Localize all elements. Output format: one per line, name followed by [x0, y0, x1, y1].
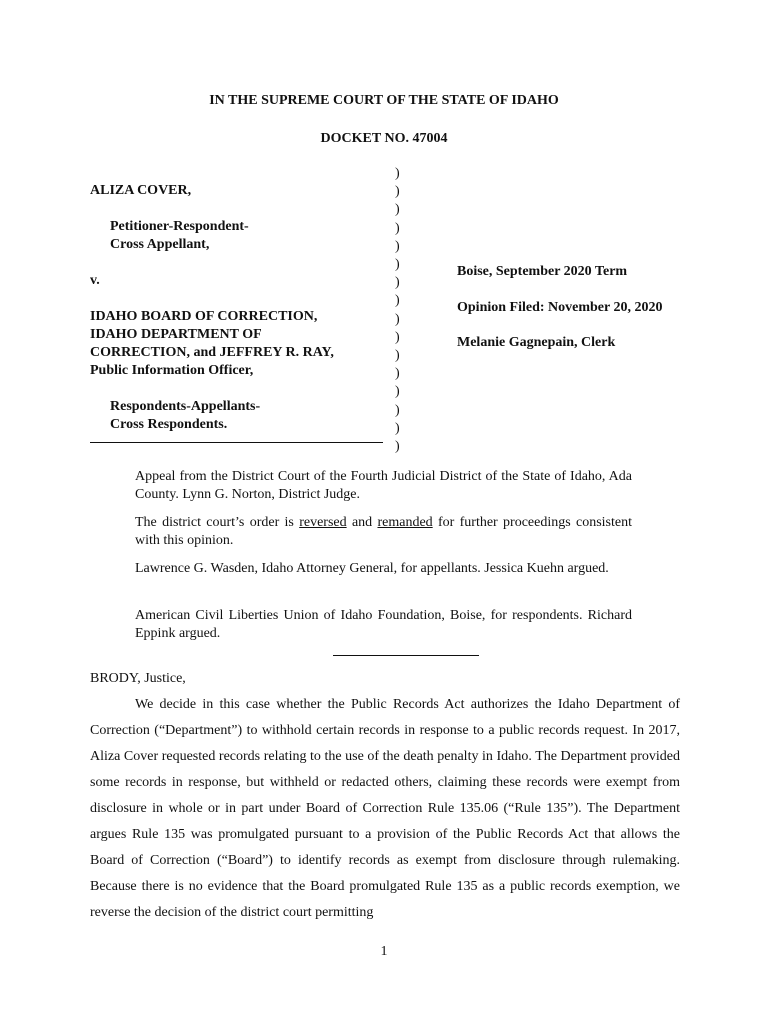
respondents-counsel-text: American Civil Liberties Union of Idaho Foundation, Boise, for respondents. Richard Eppink argued. [135, 608, 632, 641]
court-term: Boise, September 2020 Term [457, 264, 628, 279]
court-title: IN THE SUPREME COURT OF THE STATE OF IDAHO [209, 93, 559, 108]
appeal-source [135, 468, 632, 504]
petitioner-role-line-1: Petitioner-Respondent- [110, 219, 249, 234]
disposition-and: and [346, 515, 378, 530]
respondent-line-1: IDAHO BOARD OF CORRECTION, [90, 309, 318, 324]
opinion-body [90, 692, 680, 926]
appeal-text: Appeal from the District Court of the Fourth Judicial District of the State of Idaho, Ada County. Lynn G. Norton, District Judge. [135, 469, 632, 502]
respondent-role-line-2: Cross Respondents. [110, 417, 228, 432]
section-divider [333, 655, 479, 656]
petitioner-name: ALIZA COVER, [90, 183, 192, 198]
disposition-text [135, 514, 632, 550]
respondent-line-4: Public Information Officer, [90, 363, 254, 378]
disposition-prefix: The district court’s order is [135, 515, 300, 530]
respondents-counsel [135, 607, 632, 643]
docket-number: DOCKET NO. 47004 [320, 131, 448, 146]
respondent-line-3: CORRECTION, and JEFFREY R. RAY, [90, 345, 334, 360]
disposition-suffix: for further proceedings consistent with this opinion. [135, 515, 632, 548]
appellants-counsel [135, 560, 632, 578]
versus: v. [90, 273, 100, 288]
opinion-filed-date: Opinion Filed: November 20, 2020 [457, 300, 663, 315]
opinion-author: BRODY, Justice, [90, 671, 186, 686]
caption-divider [90, 442, 383, 443]
appellants-counsel-text: Lawrence G. Wasden, Idaho Attorney General, for appellants. Jessica Kuehn argued. [135, 561, 609, 576]
reversed-term: reversed [299, 515, 347, 530]
caption-parenthesis-column: ) ) ) ) ) ) ) ) ) ) ) ) ) ) ) ) [395, 166, 400, 455]
petitioner-role-line-2: Cross Appellant, [110, 237, 210, 252]
remanded-term: remanded [377, 515, 433, 530]
respondent-role-line-1: Respondents-Appellants- [110, 399, 261, 414]
clerk-name: Melanie Gagnepain, Clerk [457, 335, 616, 350]
opinion-paragraph: We decide in this case whether the Public Records Act authorizes the Idaho Department of Correction (“Department”) to withhold certain records in response to a public records request. In 2017, Aliza Cover requested records relating to the use of the death penalty in Idaho. The Department provided some records in response, but withheld or redacted others, claiming these records were exempt from disclosure in whole or in part under Board of Correction Rule 135.06 (“Rule 135”). The Department argues Rule 135 was promulgated pursuant to a provision of the Public Records Act that allows the Board of Correction (“Board”) to identify records as exempt from disclosure through rulemaking. Because there is no evidence that the Board promulgated Rule 135 as a public records exemption, we reverse the decision of the district court permitting [90, 697, 680, 920]
page-number: 1 [380, 944, 388, 959]
disposition [135, 514, 632, 550]
respondent-line-2: IDAHO DEPARTMENT OF [90, 327, 262, 342]
